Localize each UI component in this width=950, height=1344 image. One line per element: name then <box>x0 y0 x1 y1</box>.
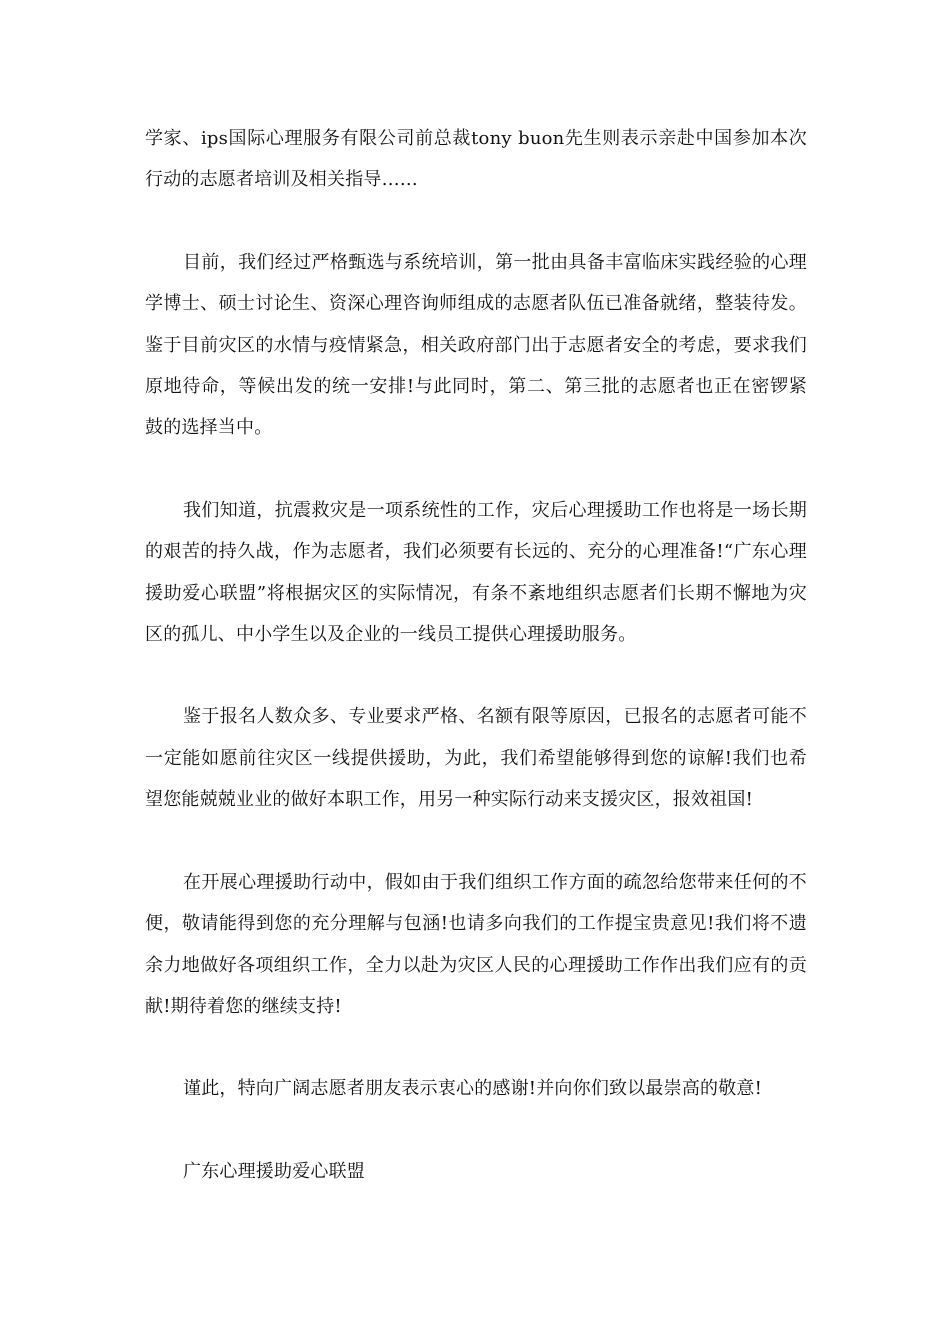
document-body <box>145 118 807 1192</box>
paragraph-intro-continuation: 学家、ips国际心理服务有限公司前总裁tony buon先生则表示亲赴中国参加本次行动的志愿者培训及相关指导…… <box>145 128 807 191</box>
paragraph-volunteer-preparation: 目前，我们经过严格甄选与系统培训，第一批由具备丰富临床实践经验的心理学博士、硕士讨论生、资深心理咨询师组成的志愿者队伍已准备就绪，整装待发。鉴于目前灾区的水情与疫情紧急，相关政府部门出于志愿者安全的考虑，要求我们原地待命，等候出发的统一安排!与此同时，第二、第三批的志愿者也正在密锣紧鼓的选择当中。 <box>145 251 807 439</box>
paragraph-long-term-support: 我们知道，抗震救灾是一项系统性的工作，灾后心理援助工作也将是一场长期的艰苦的持久战，作为志愿者，我们必须要有长远的、充分的心理准备!“广东心理援助爱心联盟”将根据灾区的实际情况，有条不紊地组织志愿者们长期不懈地为灾区的孤儿、中小学生以及企业的一线员工提供心理援助服务。 <box>145 499 807 646</box>
paragraph-apology: 在开展心理援助行动中，假如由于我们组织工作方面的疏忽给您带来任何的不便，敬请能得到您的充分理解与包涵!也请多向我们的工作提宝贵意见!我们将不遗余力地做好各项组织工作，全力以赴为灾区人民的心理援助工作作出我们应有的贡献!期待着您的继续支持! <box>145 871 807 1017</box>
paragraph-understanding-request: 鉴于报名人数众多、专业要求严格、名额有限等原因，已报名的志愿者可能不一定能如愿前往灾区一线提供援助，为此，我们希望能够得到您的谅解!我们也希望您能兢兢业业的做好本职工作，用另一种实际行动来支援灾区，报效祖国! <box>145 706 807 811</box>
paragraph-thanks: 谨此，特向广阔志愿者朋友表示衷心的感谢!并向你们致以最崇高的敬意! <box>183 1078 763 1100</box>
signature-organization: 广东心理援助爱心联盟 <box>183 1160 365 1182</box>
